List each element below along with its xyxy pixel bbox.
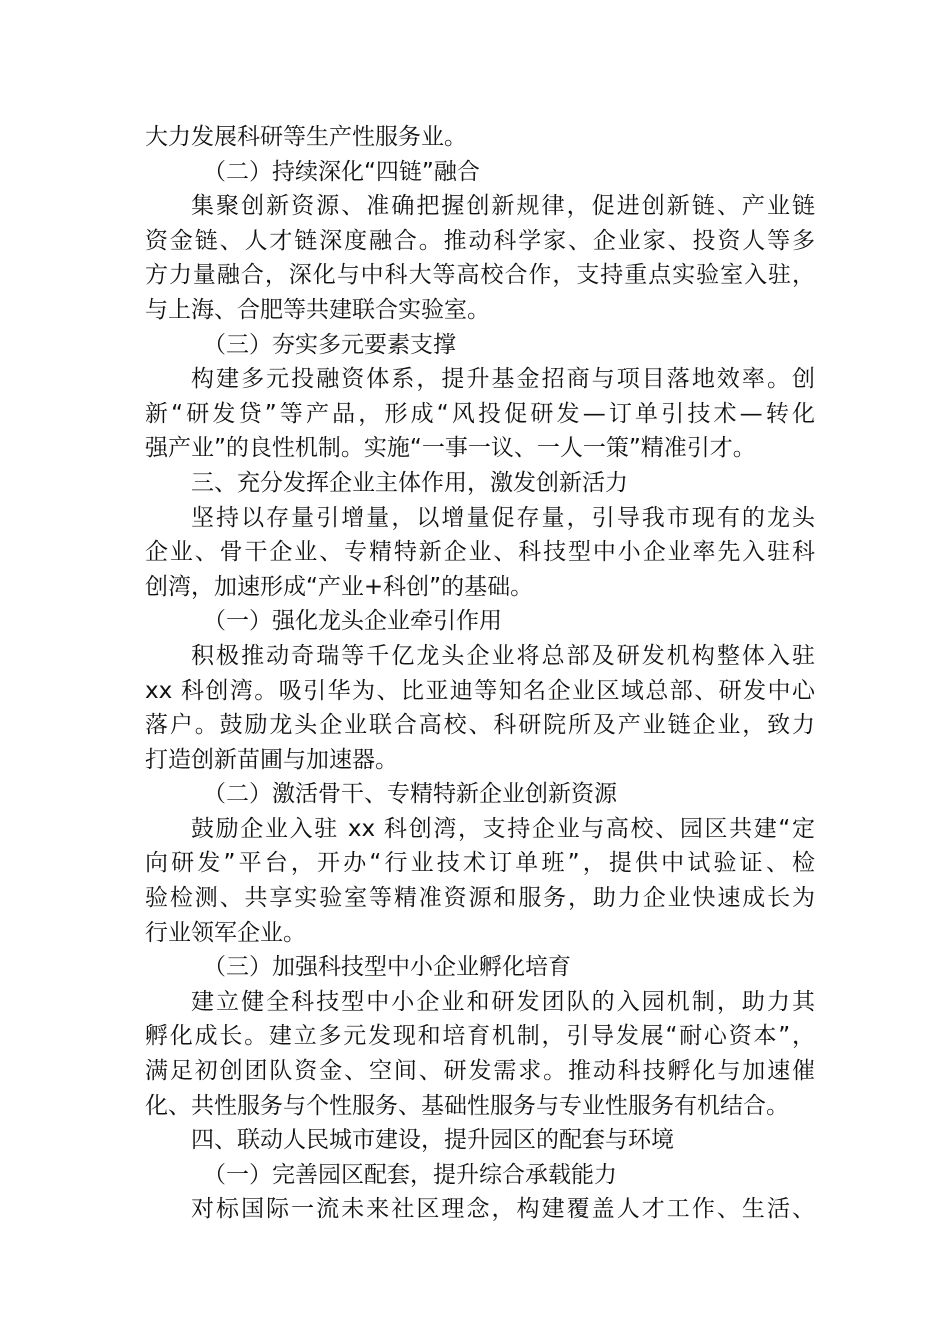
subsection-heading	[145, 1158, 815, 1193]
body-paragraph	[145, 639, 815, 777]
text-line: 打造创新苗圃与加速器。	[145, 746, 398, 773]
text-line: 满足初创团队资金、空间、研发需求。推动科技孵化与加速催	[145, 1058, 815, 1085]
text-line: 化、共性服务与个性服务、基础性服务与专业性服务有机结合。	[145, 1092, 789, 1119]
body-paragraph	[145, 120, 815, 155]
text-line: 鼓励企业入驻 xx 科创湾，支持企业与高校、园区共建“定	[191, 815, 815, 842]
body-paragraph	[145, 501, 815, 605]
text-line: 落户。鼓励龙头企业联合高校、科研院所及产业链企业，致力	[145, 712, 815, 739]
body-paragraph	[145, 362, 815, 466]
text-line: 四、联动人民城市建设，提升园区的配套与环境	[191, 1127, 674, 1154]
body-paragraph	[145, 1192, 815, 1227]
text-line: 孵化成长。建立多元发现和培育机制，引导发展“耐心资本”，	[145, 1023, 815, 1050]
text-line: （二）持续深化“四链”融合	[203, 158, 480, 185]
text-line: 向研发”平台，开办“行业技术订单班”，提供中试验证、检	[145, 850, 815, 877]
text-line: （二）激活骨干、专精特新企业创新资源	[203, 781, 617, 808]
text-line: （三）加强科技型中小企业孵化培育	[203, 954, 571, 981]
subsection-heading	[145, 328, 815, 363]
text-line: 创湾，加速形成“产业+科创”的基础。	[145, 573, 534, 600]
subsection-heading	[145, 777, 815, 812]
subsection-heading	[145, 950, 815, 985]
text-line: 积极推动奇瑞等千亿龙头企业将总部及研发机构整体入驻	[191, 642, 815, 669]
text-line: 强产业”的良性机制。实施“一事一议、一人一策”精准引才。	[145, 435, 756, 462]
body-paragraph	[145, 985, 815, 1123]
text-line: 行业领军企业。	[145, 919, 306, 946]
text-line: 三、充分发挥企业主体作用，激发创新活力	[191, 469, 628, 496]
section-heading	[145, 1123, 815, 1158]
text-line: 坚持以存量引增量，以增量促存量，引导我市现有的龙头	[191, 504, 815, 531]
body-paragraph	[145, 812, 815, 950]
text-line: 验检测、共享实验室等精准资源和服务，助力企业快速成长为	[145, 885, 815, 912]
text-line: （三）夯实多元要素支撑	[203, 331, 456, 358]
text-line: xx 科创湾。吸引华为、比亚迪等知名企业区域总部、研发中心	[145, 677, 815, 704]
body-paragraph	[145, 189, 815, 327]
text-line: 集聚创新资源、准确把握创新规律，促进创新链、产业链	[191, 193, 815, 220]
subsection-heading	[145, 155, 815, 190]
text-line: 大力发展科研等生产性服务业。	[145, 124, 467, 150]
text-line: 建立健全科技型中小企业和研发团队的入园机制，助力其	[191, 988, 815, 1015]
subsection-heading	[145, 604, 815, 639]
document-page	[145, 120, 815, 1227]
text-line: 资金链、人才链深度融合。推动科学家、企业家、投资人等多	[145, 227, 815, 254]
text-line: （一）完善园区配套，提升综合承载能力	[203, 1161, 617, 1188]
text-line: （一）强化龙头企业牵引作用	[203, 608, 502, 635]
text-line: 构建多元投融资体系，提升基金招商与项目落地效率。创	[191, 366, 815, 393]
text-line: 对标国际一流未来社区理念，构建覆盖人才工作、生活、	[191, 1196, 815, 1223]
text-line: 方力量融合，深化与中科大等高校合作，支持重点实验室入驻，	[145, 262, 815, 289]
text-line: 新“研发贷”等产品，形成“风投促研发—订单引技术—转化	[145, 400, 815, 427]
text-line: 企业、骨干企业、专精特新企业、科技型中小企业率先入驻科	[145, 539, 815, 566]
text-line: 与上海、合肥等共建联合实验室。	[145, 296, 490, 323]
section-heading	[145, 466, 815, 501]
